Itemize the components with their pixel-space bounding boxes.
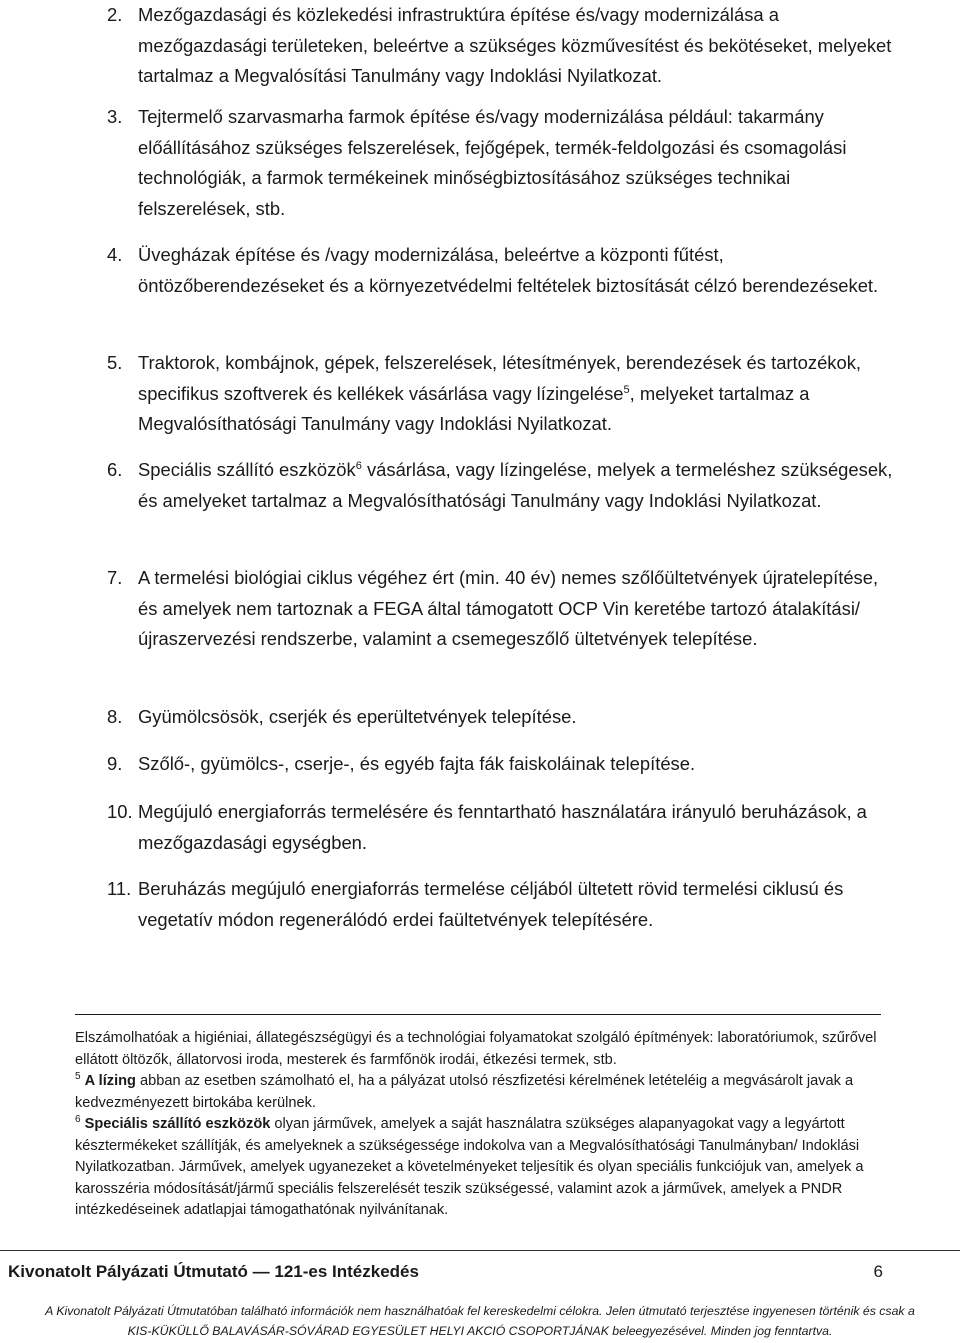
- footer-disclaimer-line-2: KIS-KÜKÜLLŐ BALAVÁSÁR-SÓVÁRAD EGYESÜLET HELYI AKCIÓ CSOPORTJÁNAK beleegyezésével. Minden jog fenntartva.: [127, 1324, 833, 1338]
- footer-disclaimer-line-1: A Kivonatolt Pályázati Útmutatóban található információk nem használhatóak fel kereskedelmi célokra. Jelen útmutató terjesztése ingyenesen történik és csak a: [45, 1304, 915, 1318]
- item-text: A termelési biológiai ciklus végéhez ért (min. 40 év) nemes szőlőültetvények újratelepítése, és amelyek nem tartoznak a FEGA által támogatott OCP Vin keretébe tartozó átalakítási/újraszervezési rendszerbe, valamint a csemegeszőlő ültetvények telepítése.: [138, 567, 879, 649]
- item-text-part: Speciális szállító eszközök: [138, 459, 356, 480]
- item-text: [138, 455, 897, 516]
- item-number: 8.: [107, 706, 123, 727]
- footnote-intro: [75, 1028, 885, 1071]
- item-number: 7.: [107, 567, 123, 588]
- footer-title: Kivonatolt Pályázati Útmutató — 121-es Intézkedés: [8, 1262, 419, 1281]
- item-number: 6.: [107, 459, 123, 480]
- item-number: 5.: [107, 352, 123, 373]
- item-text: Gyümölcsösök, cserjék és eperültetvények telepítése.: [138, 706, 577, 727]
- footnote-divider: [75, 1014, 881, 1015]
- item-text-part: , melyeket tartalmaz a Megvalósíthatósági Tanulmány vagy Indoklási Nyilatkozat.: [138, 382, 810, 434]
- item-text: [138, 348, 897, 440]
- footnote-intro-text: Elszámolhatóak a higiéniai, állategészségügyi és a technológiai folyamatokat szolgáló építmények: laboratóriumok, szűrővel ellátott öltözők, állatorvosi iroda, mesterek és farmfőnök irodái, étkezési termek, stb.: [75, 1030, 877, 1068]
- item-text: Szőlő-, gyümölcs-, cserje-, és egyéb fajta fák faiskoláinak telepítése.: [138, 753, 696, 774]
- item-text: Tejtermelő szarvasmarha farmok építése és/vagy modernizálása például: takarmány előállításához szükséges felszerelések, fejőgépek, termék-feldolgozási és csomagolási technológiák, a farmok termékeinek minőségbiztosításához szükséges technikai felszerelések, stb.: [138, 106, 847, 219]
- footnote-ref-6: 6: [355, 459, 362, 472]
- footnote-number: 6: [75, 1114, 81, 1126]
- footnote-6: [75, 1114, 885, 1222]
- item-number: 11.: [107, 878, 132, 899]
- item-text: Megújuló energiaforrás termelésére és fenntartható használatára irányuló beruházások, a mezőgazdasági egységben.: [138, 801, 867, 853]
- footnote-5: [75, 1071, 885, 1114]
- item-number: 10.: [107, 801, 133, 822]
- footer-divider: [0, 1250, 960, 1251]
- footnote-number: 5: [75, 1071, 81, 1083]
- item-text: Mezőgazdasági és közlekedési infrastruktúra építése és/vagy modernizálása a mezőgazdasági területeken, beleértve a szükséges közművesítést és bekötéseket, melyeket tartalmaz a Megvalósítási Tanulmány vagy Indoklási Nyilatkozat.: [138, 4, 892, 86]
- item-text: Üvegházak építése és /vagy modernizálása, beleértve a központi fűtést, öntözőberendezéseket és a környezetvédelmi feltételek biztosítását célzó berendezéseket.: [138, 244, 879, 296]
- item-number: 9.: [107, 753, 123, 774]
- item-text-part: vásárlása, vagy lízingelése, melyek a termeléshez szükségesek, és amelyeket tartalmaz a Megvalósíthatósági Tanulmány vagy Indoklási Nyilatkozat.: [138, 459, 893, 511]
- item-number: 2.: [107, 4, 123, 25]
- item-number: 4.: [107, 244, 123, 265]
- footnote-text: abban az esetben számolható el, ha a pályázat utolsó részfizetési kérelmének letételéig a megvásárolt javak a kedvezményezett birtokába kerülnek.: [75, 1073, 854, 1111]
- footnote-term: A lízing: [84, 1073, 136, 1089]
- item-text-part: Traktorok, kombájnok, gépek, felszerelések, létesítmények, berendezések és tartozékok, specifikus szoftverek és kellékek vásárlása vagy lízingelése: [138, 352, 862, 404]
- item-number: 3.: [107, 106, 123, 127]
- footnote-term: Speciális szállító eszközök: [84, 1116, 271, 1132]
- footnote-text: olyan járművek, amelyek a saját használatra szükséges alapanyagokat vagy a legyártott késztermékeket szállítják, és amelyeknek a szükségessége indokolva van a Megvalósíthatósági Tanulmányban/ Indoklási Nyilatkozatban. Járművek, amelyek ugyanezeket a követelményeket teljesítik és olyan speciális funkciójuk van, amelyek a karosszéria módosítását/jármű speciális felszerelését teszik szükségessé, valamint azok a járművek, amelyek a PNDR intézkedéseinek adatlapjai támogathatónak nyilvánítanak.: [75, 1116, 864, 1218]
- page-number: 6: [873, 1262, 883, 1281]
- footnote-ref-5: 5: [623, 383, 630, 396]
- item-text: Beruházás megújuló energiaforrás termelése céljából ültetett rövid termelési ciklusú és vegetatív módon regenerálódó erdei faültetvények telepítésére.: [138, 878, 844, 930]
